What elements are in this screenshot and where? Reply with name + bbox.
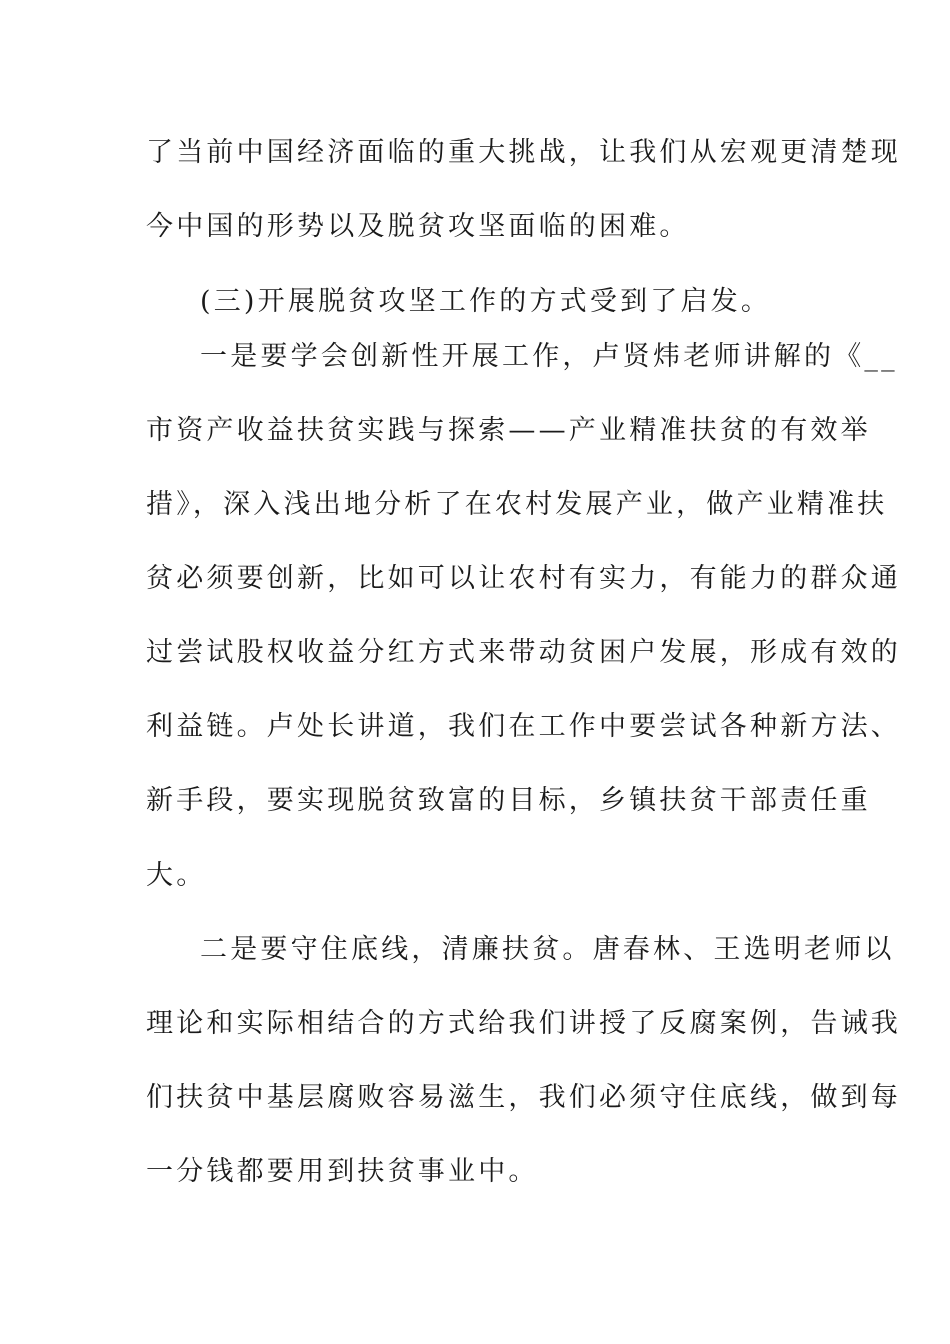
text-line: 们扶贫中基层腐败容易滋生，我们必须守住底线，做到每 (146, 1082, 901, 1113)
text-line: 理论和实际相结合的方式给我们讲授了反腐案例，告诫我 (146, 1008, 901, 1039)
text-line: 二是要守住底线，清廉扶贫。唐春林、王选明老师以 (200, 934, 895, 965)
text-line: 过尝试股权收益分红方式来带动贫困户发展，形成有效的 (146, 637, 901, 668)
text-line: 贫必须要创新，比如可以让农村有实力，有能力的群众通 (146, 563, 901, 594)
text-line: 措》，深入浅出地分析了在农村发展产业，做产业精准扶 (146, 489, 888, 520)
text-line: 今中国的形势以及脱贫攻坚面临的困难。 (146, 211, 690, 242)
section-heading: (三)开展脱贫攻坚工作的方式受到了启发。 (200, 286, 772, 317)
text-line: 一是要学会创新性开展工作，卢贤炜老师讲解的《__ (200, 341, 898, 372)
text-line: 市资产收益扶贫实践与探索——产业精准扶贫的有效举 (146, 415, 871, 446)
text-line: 新手段，要实现脱贫致富的目标，乡镇扶贫干部责任重 (146, 785, 871, 816)
text-line: 利益链。卢处长讲道，我们在工作中要尝试各种新方法、 (146, 711, 901, 742)
text-line: 一分钱都要用到扶贫事业中。 (146, 1156, 539, 1187)
text-line: 了当前中国经济面临的重大挑战，让我们从宏观更清楚现 (146, 137, 901, 168)
text-line: 大。 (146, 860, 207, 891)
